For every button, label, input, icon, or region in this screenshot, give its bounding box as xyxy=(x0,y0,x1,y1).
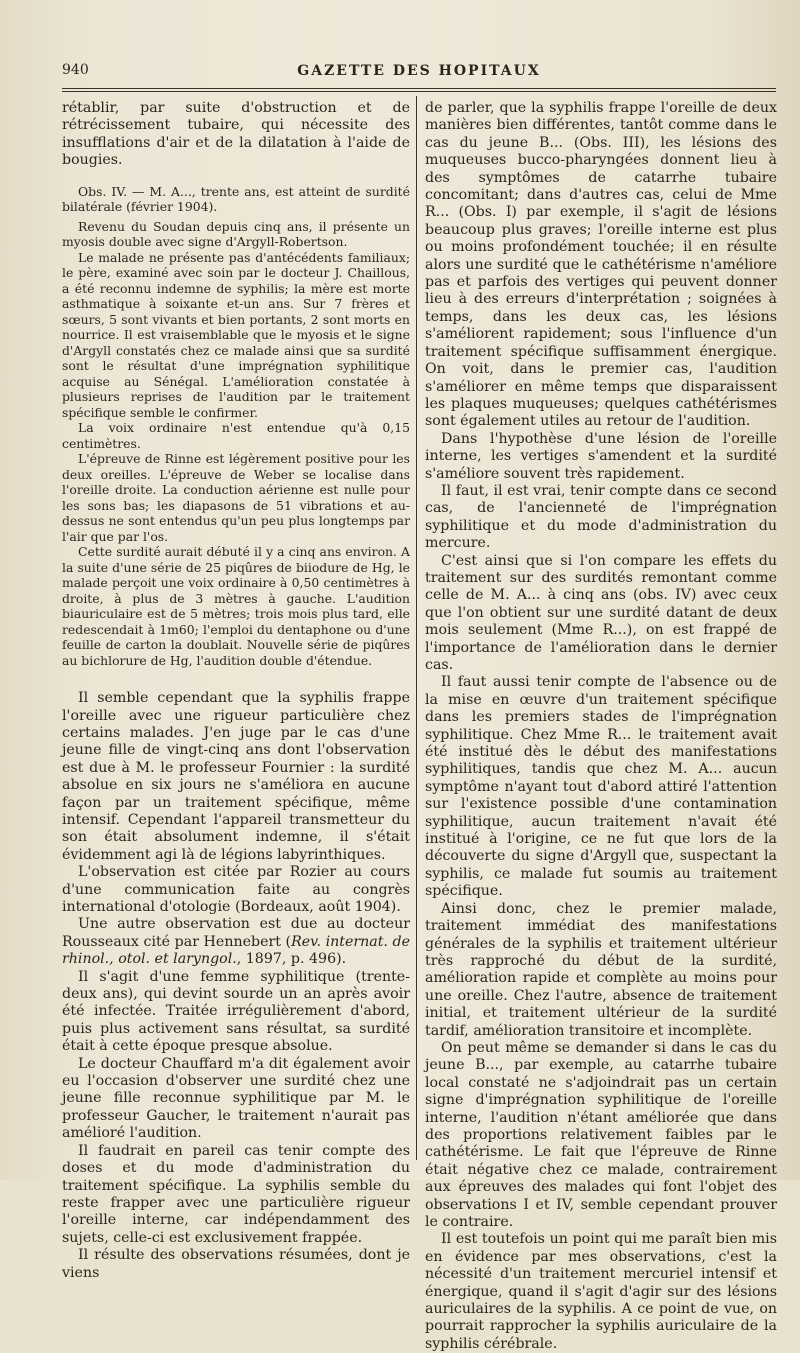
observation-heading: Obs. IV. — M. A..., trente ans, est atteint de surdité bilatérale (février 1904). xyxy=(62,183,410,215)
header-rule-top xyxy=(62,88,776,89)
body-paragraph: Il est toutefois un point qui me paraît bien mis en évidence par mes observations, c'est la nécessité d'un traitement mercuriel intensif et énergique, quand il s'agit d'agir sur des lésions auriculaires de la syphilis. A ce point de vue, on pourrait rapprocher la syphilis auriculaire de la syphilis cérébrale. xyxy=(425,1231,777,1352)
body-paragraph: Il faut, il est vrai, tenir compte dans ce second cas, de l'ancienneté de l'imprégnation syphilitique et du mode d'administration du mercure. xyxy=(425,482,777,552)
left-column xyxy=(62,100,410,1282)
body-text: Une autre observation est due au docteur Rousseaux cité par Hennebert ( xyxy=(62,916,410,950)
body-paragraph: On peut même se demander si dans le cas du jeune B..., par exemple, au catarrhe tubaire local constaté ne s'adjoindrait pas un certain signe d'imprégnation syphilitique de l'oreille interne, l'audition n'étant améliorée que dans des proportions relativement faibles par le cathétérisme. Le fait que l'épreuve de Rinne était négative chez ce malade, contrairement aux épreuves des malades qui font l'objet des observations I et IV, semble cependant prouver le contraire. xyxy=(425,1039,777,1230)
journal-title: GAZETTE DES HOPITAUX xyxy=(297,63,541,79)
body-paragraph: Il faut aussi tenir compte de l'absence ou de la mise en œuvre d'un traitement spécifique dans les premiers stades de l'imprégnation syphilitique. Chez Mme R... le traitement avait été institué dès le début des manifestations syphilitiques, tandis que chez M. A... aucun symptôme n'ayant tout d'abord attiré l'attention sur l'existence possible d'une contamination syphilitique, aucun traitement n'avait été institué à l'origine, ce ne fut que lors de la découverte du signe d'Argyll que, suspectant la syphilis, ce malade fut soumis au traitement spécifique. xyxy=(425,674,777,900)
body-paragraph: de parler, que la syphilis frappe l'oreille de deux manières bien différentes, tantôt comme dans le cas du jeune B... (Obs. III), les lésions des muqueuses bucco-pharyngées donnent lieu à des symptômes de catarrhe tubaire concomitant; dans d'autres cas, celui de Mme R... (Obs. I) par exemple, il s'agit de lésions beaucoup plus graves; l'oreille interne est plus ou moins profondément touchée; il en résulte alors une surdité que le cathétérisme n'améliore pas et parfois des vertiges qui peuvent donner lieu à des erreurs d'interprétation ; soignées à temps, dans les deux cas, les lésions s'améliorent rapidement; sous l'influence d'un traitement spécifique suffisamment énergique. On voit, dans le premier cas, l'audition s'améliorer en même temps que disparaissent les plaques muqueuses; quelques cathétérismes sont également utiles au retour de l'audition. xyxy=(425,100,777,430)
observation-paragraph: Cette surdité aurait débuté il y a cinq ans environ. A la suite d'une série de 25 piqûres de biiodure de Hg, le malade perçoit une voix ordinaire à 0,50 centimètres à droite, à plus de 3 mètres à gauche. L'audition biauriculaire est de 5 mètres; trois mois plus tard, elle redescendait à 1m60; l'emploi du dentaphone ou d'une feuille de carton la doublait. Nouvelle série de piqûres au bichlorure de Hg, l'audition double d'étendue. xyxy=(62,544,410,668)
observation-paragraph: L'épreuve de Rinne est légèrement positive pour les deux oreilles. L'épreuve de Weber se localise dans l'oreille droite. La conduction aérienne est nulle pour les sons bas; les diapasons de 51 vibrations et au-dessus ne sont entendus qu'un peu plus longtemps par l'air que par l'os. xyxy=(62,451,410,544)
observation-paragraph: Le malade ne présente pas d'antécédents familiaux; le père, examiné avec soin par le docteur J. Chaillous, a été reconnu indemne de syphilis; la mère est morte asthmatique à soixante et-un ans. Sur 7 frères et sœurs, 5 sont vivants et bien portants, 2 sont morts en nourrice. Il est vraisemblable que le myosis et le signe d'Argyll constatés chez ce malade ainsi que sa surdité sont le résultat d'une imprégnation syphilitique acquise au Sénégal. L'amélioration constatée à plusieurs reprises de l'audition par le traitement spécifique semble le confirmer. xyxy=(62,249,410,420)
body-paragraph: C'est ainsi que si l'on compare les effets du traitement sur des surdités remontant comme celle de M. A... à cinq ans (obs. IV) avec ceux que l'on obtient sur une surdité datant de deux mois seulement (Mme R...), on est frappé de l'importance de l'amélioration dans le dernier cas. xyxy=(425,552,777,673)
body-paragraph: Dans l'hypothèse d'une lésion de l'oreille interne, les vertiges s'amendent et la surdité s'améliore souvent très rapidement. xyxy=(425,430,777,482)
observation-paragraph: Revenu du Soudan depuis cinq ans, il présente un myosis double avec signe d'Argyll-Robertson. xyxy=(62,218,410,250)
column-divider xyxy=(416,96,417,1160)
reference-title: Rev. internat. de rhinol., otol. et laryngol. xyxy=(62,933,410,968)
body-paragraph: Il semble cependant que la syphilis frappe l'oreille avec une rigueur particulière chez certains malades. J'en juge par le cas d'une jeune fille de vingt-cinq ans dont l'observation est due à M. le professeur Fournier : la surdité absolue en six jours ne s'améliora en aucune façon par un traitement spécifique, même intensif. Cependant l'appareil transmetteur du son était absolument indemne, il s'était évidemment agi là de légions labyrinthiques. xyxy=(62,690,410,863)
body-paragraph: Il résulte des observations résumées, dont je viens xyxy=(62,1247,410,1281)
body-paragraph: Le docteur Chauffard m'a dit également avoir eu l'occasion d'observer une surdité chez une jeune fille reconnue syphilitique par M. le professeur Gaucher, le traitement n'aurait pas amélioré l'audition. xyxy=(62,1055,410,1142)
right-column xyxy=(425,100,777,1353)
body-paragraph: Il faudrait en pareil cas tenir compte des doses et du mode d'administration du traitement spécifique. La syphilis semble du reste frapper avec une particulière rigueur l'oreille interne, car indépendamment des sujets, celle-ci est exclusivement frappée. xyxy=(62,1142,410,1246)
body-paragraph: L'observation est citée par Rozier au cours d'une communication faite au congrès international d'otologie (Bordeaux, août 1904). xyxy=(62,864,410,915)
page-number: 940 xyxy=(62,62,89,78)
header-rule-bottom xyxy=(62,91,776,92)
page-header xyxy=(62,62,776,84)
intro-paragraph: rétablir, par suite d'obstruction et de rétrécissement tubaire, qui nécessite des insufflations d'air et de la dilatation à l'aide de bougies. xyxy=(62,100,410,169)
body-paragraph xyxy=(62,916,410,968)
observation-paragraph: La voix ordinaire n'est entendue qu'à 0,15 centimètres. xyxy=(62,420,410,451)
body-text: , 1897, p. 496). xyxy=(236,951,347,968)
body-paragraph: Il s'agit d'une femme syphilitique (trente-deux ans), qui devint sourde un an après avoir été infectée. Traitée irrégulièrement d'abord, puis plus activement sans résultat, sa surdité était à cette époque presque absolue. xyxy=(62,968,410,1055)
body-paragraph: Ainsi donc, chez le premier malade, traitement immédiat des manifestations générales de la syphilis et traitement ultérieur très rapproché du début de la surdité, amélioration rapide et complète au moins pour une oreille. Chez l'autre, absence de traitement initial, et traitement ultérieur de la surdité tardif, amélioration transitoire et incomplète. xyxy=(425,900,777,1039)
